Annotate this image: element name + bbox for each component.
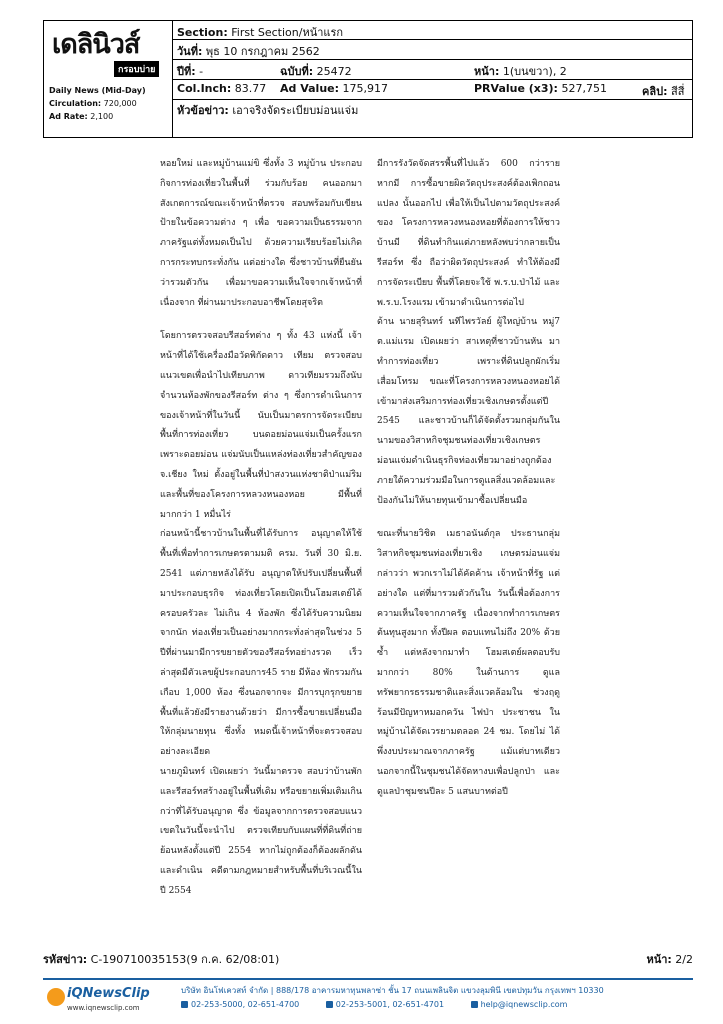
date-value: พุธ 10 กรกฎาคม 2562: [205, 45, 320, 58]
headline-row: หัวข้อข่าว: เอาจริงจัดระเบียบม่อนแจ่ม: [177, 104, 359, 117]
issue-value: 25472: [316, 65, 352, 78]
year-value: -: [199, 65, 204, 78]
paragraph: หอยใหม่ และหมู่บ้านแม่ขิ ซึ่งทั้ง 3 หมู่บ้าน ประกอบกิจการท่องเที่ยวในพื้นที่ ร่วมกับร้อย คนออกมาสังเกตการณ์ขณะเจ้าหน้าที่ตรวจ สอบพร้อมกับเขียนป้ายในข้อความต่าง ๆ เพื่อ ขอความเป็นธรรมจากภาครัฐแต่ทั้งหมดเป็นไป ด้วยความเรียบร้อยไม่เกิดการกระทบกระทั่งกัน แต่อย่างใด ซึ่งชาวบ้านที่ยืนยันว่ารวมตัวกัน เพื่อมาขอความเห็นใจจากเจ้าหน้าที่เนื่องจาก ที่ผ่านมาประกอบอาชีพโดยสุจริต: [160, 159, 362, 308]
section-row: Section: First Section/หน้าแรก: [172, 21, 692, 40]
phone-icon: [181, 1001, 188, 1008]
section-value: First Section/หน้าแรก: [231, 26, 344, 39]
fax: 02-253-5001, 02-651-4701: [335, 1000, 445, 1009]
paragraph: นายภูมินทร์ เปิดเผยว่า วันนี้มาตรวจ สอบว่าบ้านพักและรีสอร์ทสร้างอยู่ในพื้นที่เดิม หรือขยายเพิ่มเติมเกินกว่าที่ได้รับอนุญาต ซึ่ง ข้อมูลจากการตรวจสอบแนวเขตในวันนี้จะนำไป ตรวจเทียบกับแผนที่ที่ดินที่ถ่ายย้อนหลังตั้งแต่ปี 2554 หากไม่ถูกต้องก็ต้องผลักดัน และดำเนิน คดีตามกฎหมายสำหรับพื้นที่บริเวณนี้ในปี 2554: [160, 766, 362, 896]
clipping-header: [43, 20, 693, 138]
paragraph: ก่อนหน้านี้ชาวบ้านในพื้นที่ได้รับการ อนุญาตให้ใช้พื้นที่เพื่อทำการเกษตรตามมติ ครม. วันที่ 30 มิ.ย. 2541 แต่ภายหลังได้รับ อนุญาตให้ปรับเปลี่ยนพื้นที่มาประกอบธุรกิจ ท่องเที่ยวโดยเปิดเป็นโฮมสเตย์ได้ครอบครัวละ ไม่เกิน 4 ห้องพัก ซึ่งได้รับความนิยมจากนัก ท่องเที่ยวเป็นอย่างมากกระทั่งล่าสุดในช่วง 5 ปีที่ผ่านมามีการขยายตัวของรีสอร์ทอย่างรวด เร็ว ล่าสุดมีตัวเลขผู้ประกอบการ45 ราย มีห้อง พักรวมกันเกือบ 1,000 ห้อง ซึ่งนอกจากจะ มีการบุกรุกขยายพื้นที่แล้วยังมีรายงานด้วยว่า มีการซื้อขายเปลี่ยนมือให้กลุ่มนายทุน ซึ่งทั้ง หมดนี้เจ้าหน้าที่จะตรวจสอบอย่างละเอียด: [160, 529, 362, 758]
colinch-value: 83.77: [234, 82, 267, 95]
email[interactable]: help@iqnewsclip.com: [480, 1000, 568, 1009]
ad-rate-value: 2,100: [90, 112, 114, 121]
clip-value: สีสี่: [670, 85, 685, 98]
page-value: 1(บนขวา), 2: [502, 65, 567, 78]
fax-icon: [326, 1001, 333, 1008]
issue-row: ปีที่: - ฉบับที่: 25472 หน้า: 1(บนขวา), 2: [172, 59, 692, 80]
paragraph: ด้าน นายสุรินทร์ นทีไพรวัลย์ ผู้ใหญ่บ้าน หมู่7 ต.แม่แรม เปิดเผยว่า สาเหตุที่ชาวบ้านหัน มาทำการท่องเที่ยว เพราะที่ดินปลูกผักเริ่ม เสื่อมโทรม ขณะที่โครงการหลวงหนองหอยได้ เข้ามาส่งเสริมการท่องเที่ยวเชิงเกษตรตั้งแต่ปี 2545 และชาวบ้านก็ได้จัดตั้งรวมกลุ่มกันใน นามของวิสาหกิจชุมชนท่องเที่ยวเชิงเกษตร ม่อนแจ่มดำเนินธุรกิจท่องเที่ยวมาอย่างถูกต้อง ภายใต้ความร่วมมือในการดูแลสิ่งแวดล้อมและ ป้องกันไม่ให้นายทุนเข้ามาซื้อเปลี่ยนมือ: [377, 317, 560, 506]
brand-url[interactable]: www.iqnewsclip.com: [67, 1004, 140, 1012]
edition-badge: กรอบบ่าย: [114, 61, 159, 77]
article-body: [160, 155, 560, 896]
clip-id: C-190710035153(9 ก.ค. 62/08:01): [90, 953, 280, 966]
page-count: 2/2: [675, 953, 693, 966]
headline-value: เอาจริงจัดระเบียบม่อนแจ่ม: [232, 104, 359, 117]
advalue-value: 175,917: [342, 82, 389, 95]
date-row: วันที่: พุธ 10 กรกฎาคม 2562: [172, 39, 692, 60]
article-column-right: [377, 155, 560, 803]
email-icon: [471, 1001, 478, 1008]
footer-bar: [43, 978, 693, 1020]
paragraph: มีการรังวัดจัดสรรพื้นที่ไปแล้ว 600 กว่าราย หากมี การซื้อขายผิดวัตถุประสงค์ต้องเพิกถอนแปลง นั้นออกไป เพื่อให้เป็นไปตามวัตถุประสงค์ของ โครงการหลวงหนองหอยที่ต้องการให้ชาวบ้านมี ที่ดินทำกินแต่ภายหลังพบว่ากลายเป็นรีสอร์ท ซึ่ง ถือว่าผิดวัตถุประสงค์ ทำให้ต้องมีการจัดระเบียบ พื้นที่โดยจะใช้ พ.ร.บ.ป่าไม้ และ พ.ร.บ.โรงแรม เข้ามาดำเนินการต่อไป: [377, 159, 560, 308]
article-column-left: [160, 155, 362, 901]
phone: 02-253-5000, 02-651-4700: [191, 1000, 300, 1009]
iqnewsclip-logo: iQNewsClip www.iqnewsclip.com: [43, 986, 173, 1016]
company-address: บริษัท อินโฟเควสท์ จำกัด | 888/178 อาคารมหาทุนพลาซ่า ชั้น 17 ถนนเพลินจิต แขวงลุมพินี เขตปทุมวัน กรุงเทพฯ 10330: [181, 986, 604, 995]
circulation-value: 720,000: [103, 99, 137, 108]
publication-block: [44, 21, 173, 138]
dailynews-logo: เดลินิวส์: [52, 29, 140, 60]
publication-info: Daily News (Mid-Day) Circulation: 720,000 Ad Rate: 2,100: [49, 86, 146, 121]
contact-info: [181, 1000, 591, 1009]
paragraph: โดยการตรวจสอบรีสอร์ทต่าง ๆ ทั้ง 43 แห่งนี้ เจ้าหน้าที่ได้ใช้เครื่องมือวัดพิกัดดาว เทียม ตรวจสอบแนวเขตเพื่อนำไปเทียบภาพ ดาวเทียมรวมถึงนับจำนวนห้องพักของรีสอร์ท ต่าง ๆ ซึ่งการดำเนินการของเจ้าหน้าที่ในวันนี้ นับเป็นมาตรการจัดระเบียบพื้นที่การท่องเที่ยว บนดอยม่อนแจ่มเป็นครั้งแรก เพราะดอยม่อน แจ่มนับเป็นแหล่งท่องเที่ยวสำคัญของ จ.เชียง ใหม่ ตั้งอยู่ในพื้นที่ป่าสงวนแห่งชาติป่าแม่ริม และพื้นที่ของโครงการหลวงหนองหอย มีพื้นที่ มากกว่า 1 หมื่นไร่: [160, 331, 362, 520]
iq-logo-icon: [47, 988, 65, 1006]
value-row: Col.Inch: 83.77 Ad Value: 175,917 PRValue (x3): 527,751 คลิป: สีสี่: [172, 79, 692, 100]
prvalue-value: 527,751: [561, 82, 607, 95]
publication-name: Daily News (Mid-Day): [49, 86, 146, 95]
paragraph: ขณะที่นายวิชิต เมธาอนันต์กุล ประธานกลุ่มวิสาหกิจชุมชนท่องเที่ยวเชิง เกษตรม่อนแจ่ม กล่าวว่า พวกเราไม่ได้คัดค้าน เจ้าหน้าที่รัฐ แต่อย่างใด แต่ที่มารวมตัวกันใน วันนี้เพื่อต้องการความเห็นใจจากภาครัฐ เนื่องจากทำการเกษตรต้นทุนสูงมาก ทั้งปีผล ตอบแทนไม่ถึง 20% ด้วยซ้ำ แต่หลังจากมาทำ โฮมสเตย์ผลตอบรับมากกว่า 80% ในด้านการ ดูแลทรัพยากรธรรมชาติและสิ่งแวดล้อมใน ช่วงฤดูร้อนมีปัญหาหมอกควัน ไฟป่า ประชาชน ในหมู่บ้านได้จัดเวรยามตลอด 24 ชม. โดยไม่ ได้พึ่งงบประมาณจากภาครัฐ แม้แต่บาทเดียว นอกจากนี้ในชุมชนได้จัดหางบเพื่อปลูกป่า และดูแลป่าชุมชนปีละ 5 แสนบาทต่อปี: [377, 529, 560, 797]
